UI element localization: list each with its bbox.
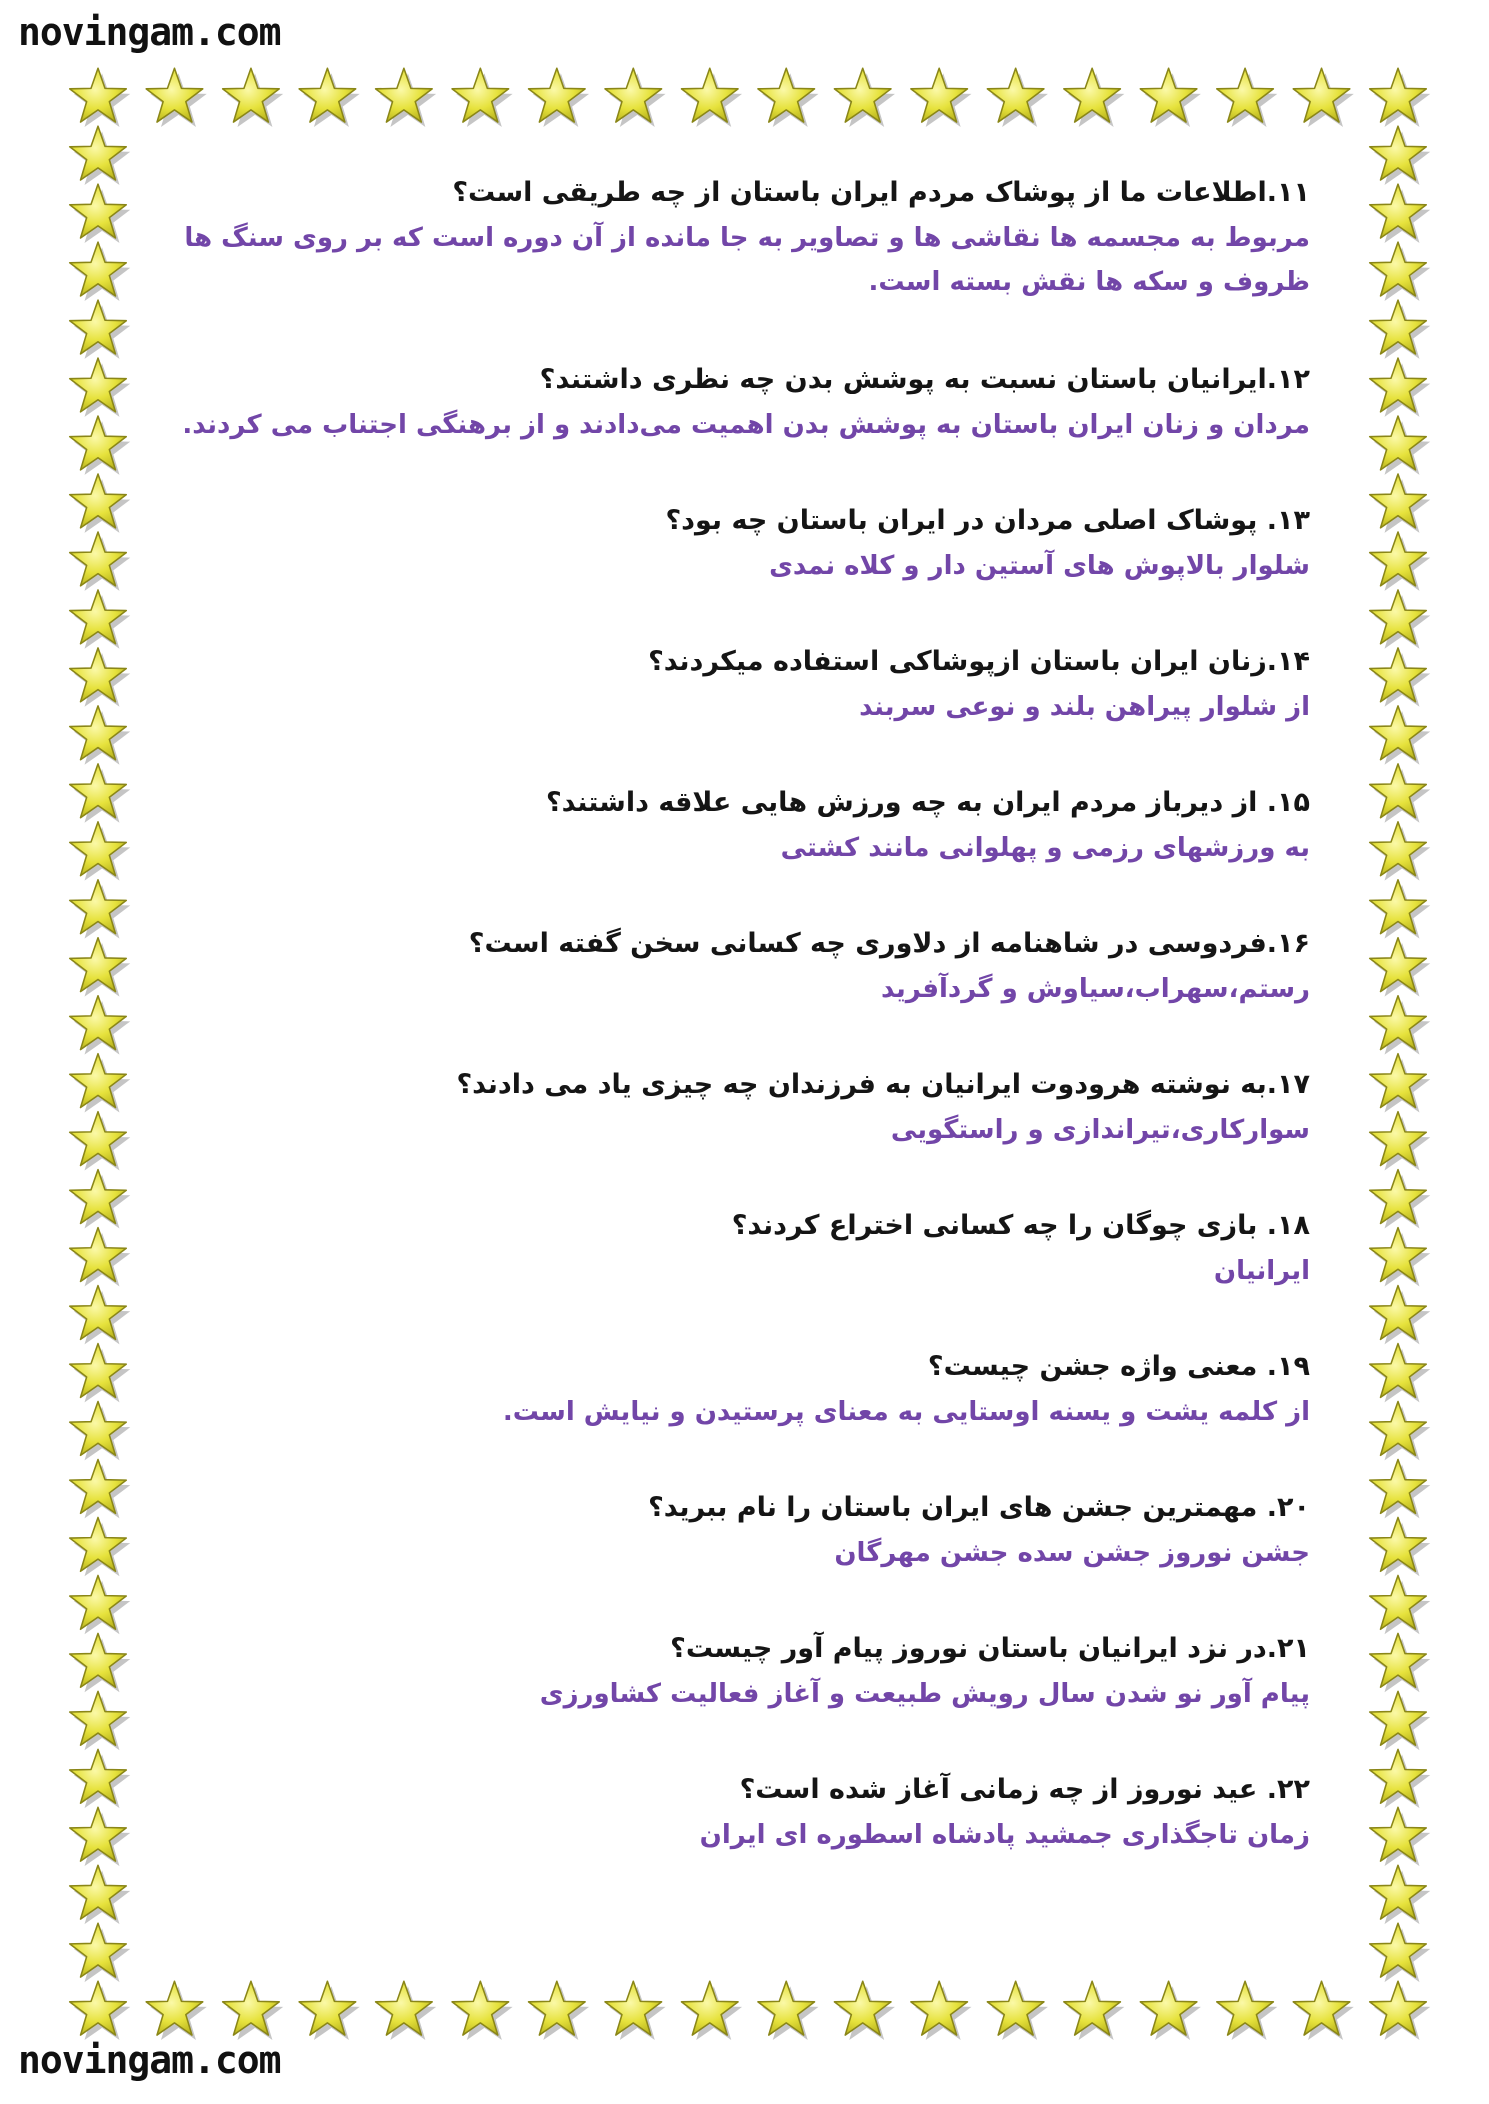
star-icon [1370,938,1431,997]
star-icon [1140,1981,1201,2040]
site-watermark-top: novingam.com [18,10,281,54]
question-12: ۱۲.ایرانیان باستان نسبت به پوشش بدن چه نظری داشتند؟ [539,364,1310,395]
star-icon [70,1517,131,1576]
star-icon [1370,1517,1431,1576]
star-icon [70,1054,131,1113]
star-icon [1370,1460,1431,1519]
question-13: ۱۳. پوشاک اصلی مردان در ایران باستان چه بود؟ [665,505,1310,536]
star-icon [70,822,131,881]
qa-item-18 [170,1203,1310,1344]
star-icon [70,938,131,997]
qa-item-22 [170,1767,1310,1908]
star-icon [1370,1054,1431,1113]
star-icon [987,1981,1048,2040]
question-22: ۲۲. عید نوروز از چه زمانی آغاز شده است؟ [739,1774,1310,1805]
star-icon [70,532,131,591]
answer-19: از کلمه یشت و یسنه اوستایی به معنای پرستیدن و نیایش است. [502,1397,1310,1427]
star-icon [452,1981,513,2040]
star-icon [1370,648,1431,707]
qa-item-19 [170,1344,1310,1485]
qa-item-16 [170,921,1310,1062]
star-icon [376,1981,437,2040]
star-icon [70,1402,131,1461]
star-icon [70,1112,131,1171]
star-icon [1370,1633,1431,1692]
star-icon [1064,1981,1125,2040]
star-icon [1370,1691,1431,1750]
qa-item-13 [170,498,1310,639]
qa-list [170,170,1310,1908]
question-18: ۱۸. بازی چوگان را چه کسانی اختراع کردند؟ [731,1210,1310,1241]
question-16: ۱۶.فردوسی در شاهنامه از دلاوری چه کسانی سخن گفته است؟ [468,928,1310,959]
star-icon [70,300,131,359]
star-icon [376,68,437,127]
question-20: ۲۰. مهمترین جشن های ایران باستان را نام ببرید؟ [648,1492,1310,1523]
star-icon [70,416,131,475]
star-icon [1293,1981,1354,2040]
qa-item-21 [170,1626,1310,1767]
star-icon [70,184,131,243]
star-icon [70,1228,131,1287]
star-icon [1370,822,1431,881]
star-icon [1370,1344,1431,1403]
question-15: ۱۵. از دیرباز مردم ایران به چه ورزش هایی علاقه داشتند؟ [545,787,1310,818]
star-icon [1370,1923,1431,1982]
star-icon [70,1691,131,1750]
question-11: ۱۱.اطلاعات ما از پوشاک مردم ایران باستان از چه طریقی است؟ [452,177,1310,208]
answer-16: رستم،سهراب،سیاوش و گردآفرید [880,974,1310,1004]
star-icon [1370,1749,1431,1808]
star-icon [1293,68,1354,127]
star-icon [1370,416,1431,475]
qa-item-11 [170,170,1310,357]
answer-21: پیام آور نو شدن سال رویش طبیعت و آغاز فعالیت کشاورزی [539,1679,1310,1709]
star-icon [70,764,131,823]
answer-20: جشن نوروز جشن سده جشن مهرگان [834,1538,1310,1568]
star-icon [1370,1286,1431,1345]
star-icon [70,996,131,1055]
answer-22: زمان تاجگذاری جمشید پادشاه اسطوره ای ایران [699,1820,1310,1850]
qa-item-20 [170,1485,1310,1626]
star-icon [70,1344,131,1403]
star-icon [834,1981,895,2040]
star-icon [1370,1228,1431,1287]
star-icon [529,1981,590,2040]
star-icon [1370,126,1431,185]
star-icon [146,68,207,127]
star-icon [70,648,131,707]
star-icon [834,68,895,127]
star-icon [911,1981,972,2040]
star-icon [758,1981,819,2040]
star-icon [70,1170,131,1229]
question-14: ۱۴.زنان ایران باستان ازپوشاکی استفاده میکردند؟ [648,646,1310,677]
star-icon [1370,68,1431,127]
qa-item-12 [170,357,1310,498]
star-icon [70,1807,131,1866]
star-icon [223,1981,284,2040]
star-icon [70,358,131,417]
star-icon [1370,996,1431,1055]
star-icon [70,242,131,301]
qa-item-15 [170,780,1310,921]
star-icon [299,68,360,127]
answer-12: مردان و زنان ایران باستان به پوشش بدن اهمیت می‌دادند و از برهنگی اجتناب می کردند. [182,410,1310,440]
star-icon [70,1575,131,1634]
star-icon [1217,68,1278,127]
answer-17: سوارکاری،تیراندازی و راستگویی [890,1115,1310,1145]
star-icon [299,1981,360,2040]
star-icon [223,68,284,127]
star-icon [70,474,131,533]
star-icon [758,68,819,127]
star-icon [529,68,590,127]
star-icon [1370,358,1431,417]
star-icon [1370,184,1431,243]
star-icon [146,1981,207,2040]
star-icon [1370,1807,1431,1866]
star-icon [1064,68,1125,127]
star-icon [681,1981,742,2040]
star-icon [987,68,1048,127]
star-icon [1370,764,1431,823]
star-icon [605,68,666,127]
question-19: ۱۹. معنی واژه جشن چیست؟ [927,1351,1310,1382]
star-icon [1370,1865,1431,1924]
star-icon [70,68,131,127]
star-icon [1370,242,1431,301]
site-watermark-bottom: novingam.com [18,2038,281,2082]
star-icon [70,1286,131,1345]
star-icon [70,126,131,185]
star-icon [70,706,131,765]
answer-11: مربوط به مجسمه ها نقاشی ها و تصاویر به جا مانده از آن دوره است که بر روی سنگ ها ظروف و سکه ها نقش بسته است. [184,223,1310,297]
star-icon [1140,68,1201,127]
star-icon [70,1460,131,1519]
star-icon [1370,1402,1431,1461]
question-17: ۱۷.به نوشته هرودوت ایرانیان به فرزندان چه چیزی یاد می دادند؟ [456,1069,1310,1100]
star-icon [70,1749,131,1808]
star-icon [911,68,972,127]
star-icon [70,880,131,939]
qa-item-14 [170,639,1310,780]
star-icon [1370,706,1431,765]
star-icon [1370,300,1431,359]
question-21: ۲۱.در نزد ایرانیان باستان نوروز پیام آور چیست؟ [670,1633,1310,1664]
star-icon [1370,1981,1431,2040]
star-icon [1370,1170,1431,1229]
star-icon [1370,1112,1431,1171]
star-icon [605,1981,666,2040]
star-icon [1370,880,1431,939]
qa-item-17 [170,1062,1310,1203]
star-icon [70,1981,131,2040]
star-icon [1370,590,1431,649]
star-icon [1217,1981,1278,2040]
star-icon [452,68,513,127]
star-icon [1370,532,1431,591]
star-icon [681,68,742,127]
answer-13: شلوار بالاپوش های آستین دار و کلاه نمدی [769,551,1310,581]
star-icon [1370,474,1431,533]
answer-14: از شلوار پیراهن بلند و نوعی سربند [859,692,1310,722]
answer-18: ایرانیان [1213,1256,1310,1286]
star-icon [70,1923,131,1982]
star-icon [1370,1575,1431,1634]
star-icon [70,1633,131,1692]
answer-15: به ورزشهای رزمی و پهلوانی مانند کشتی [780,833,1310,863]
star-icon [70,590,131,649]
star-icon [70,1865,131,1924]
